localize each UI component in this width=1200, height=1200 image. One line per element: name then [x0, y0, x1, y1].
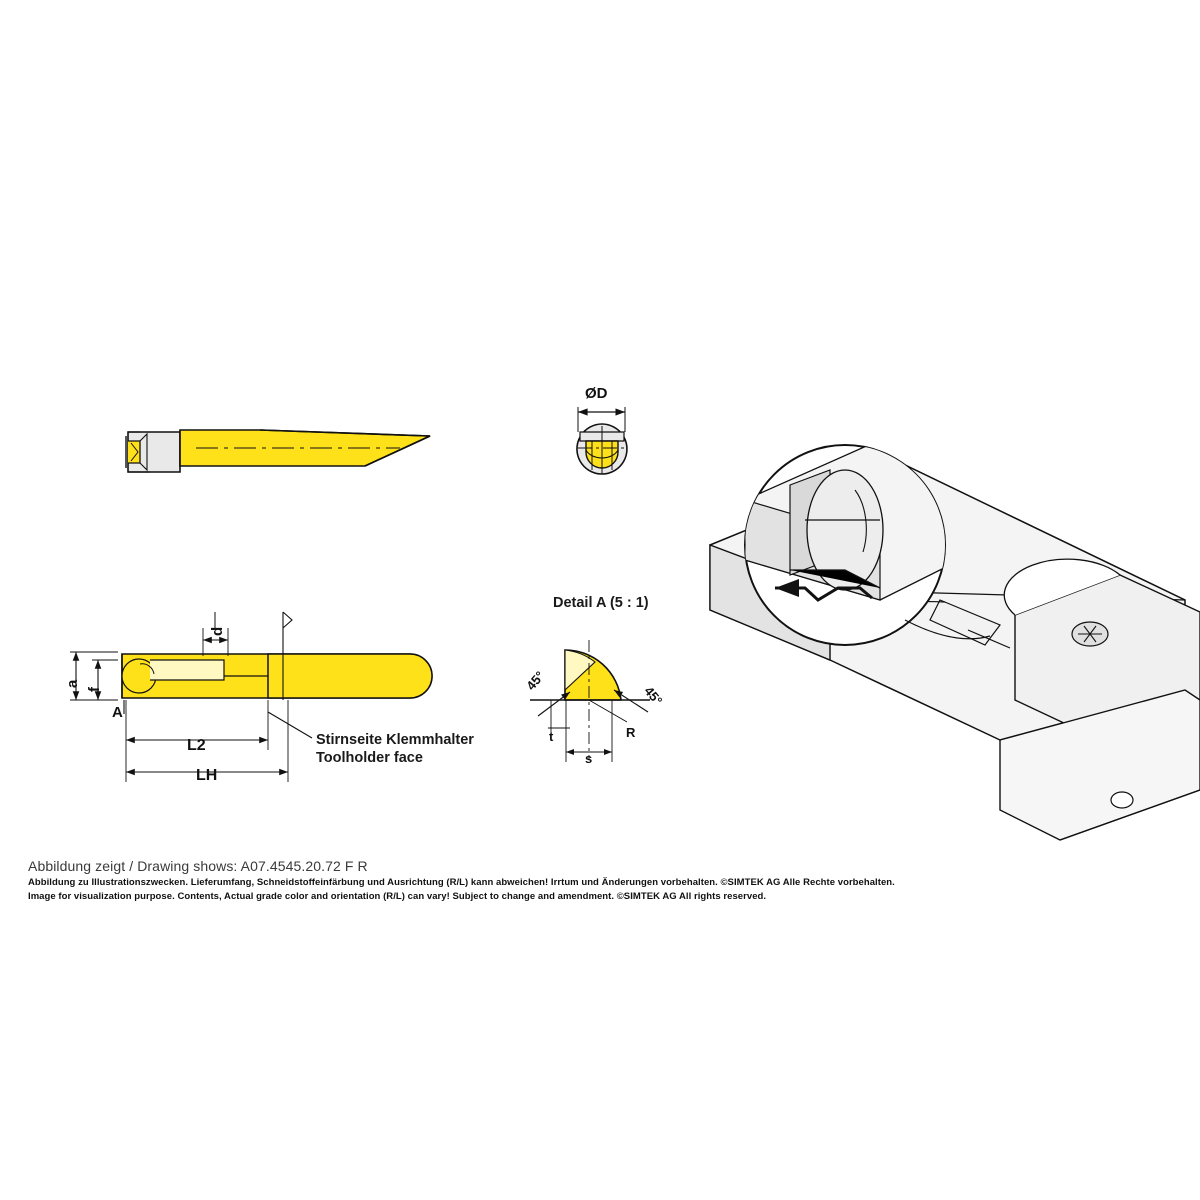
label-LH: LH	[196, 767, 218, 784]
callout-line-de: Stirnseite Klemmhalter	[316, 732, 474, 748]
label-A: A	[112, 704, 123, 721]
label-f: f	[86, 687, 103, 692]
footer-disclaimer-en: Image for visualization purpose. Contents, Actual grade color and orientation (R/L) can vary! Subject to change and amendment. ©SIMTEK AG All rights reserved.	[28, 891, 767, 902]
footer-drawing-shows: Abbildung zeigt / Drawing shows: A07.4545.20.72 F R	[28, 858, 368, 874]
label-a: a	[64, 679, 81, 688]
label-R: R	[626, 725, 636, 740]
detail-a-section	[530, 640, 650, 762]
callout-line-en: Toolholder face	[316, 750, 423, 767]
footer-disclaimer-de: Abbildung zu Illustrationszwecken. Lieferumfang, Schneidstoffeinfärbung und Ausrichtung (R/L) kann abweichen! Irrtum und Änderungen vorbehalten. ©SIMTEK AG Alle Rechte vorbehalten.	[28, 877, 895, 888]
toolholder-face-callout	[316, 731, 474, 767]
label-d: d	[209, 626, 226, 636]
top-side-view	[126, 430, 430, 472]
label-angle-left: 45°	[523, 668, 548, 693]
label-L2: L2	[187, 737, 206, 754]
label-s: s	[585, 751, 593, 766]
label-angle-right: 45°	[641, 683, 666, 709]
label-t: t	[549, 729, 554, 744]
detail-a-caption: Detail A (5 : 1)	[553, 595, 649, 611]
label-diameter: ØD	[585, 385, 608, 402]
screw-head-icon	[1072, 622, 1108, 646]
end-view-diameter	[577, 407, 628, 474]
footer-block	[28, 858, 928, 902]
